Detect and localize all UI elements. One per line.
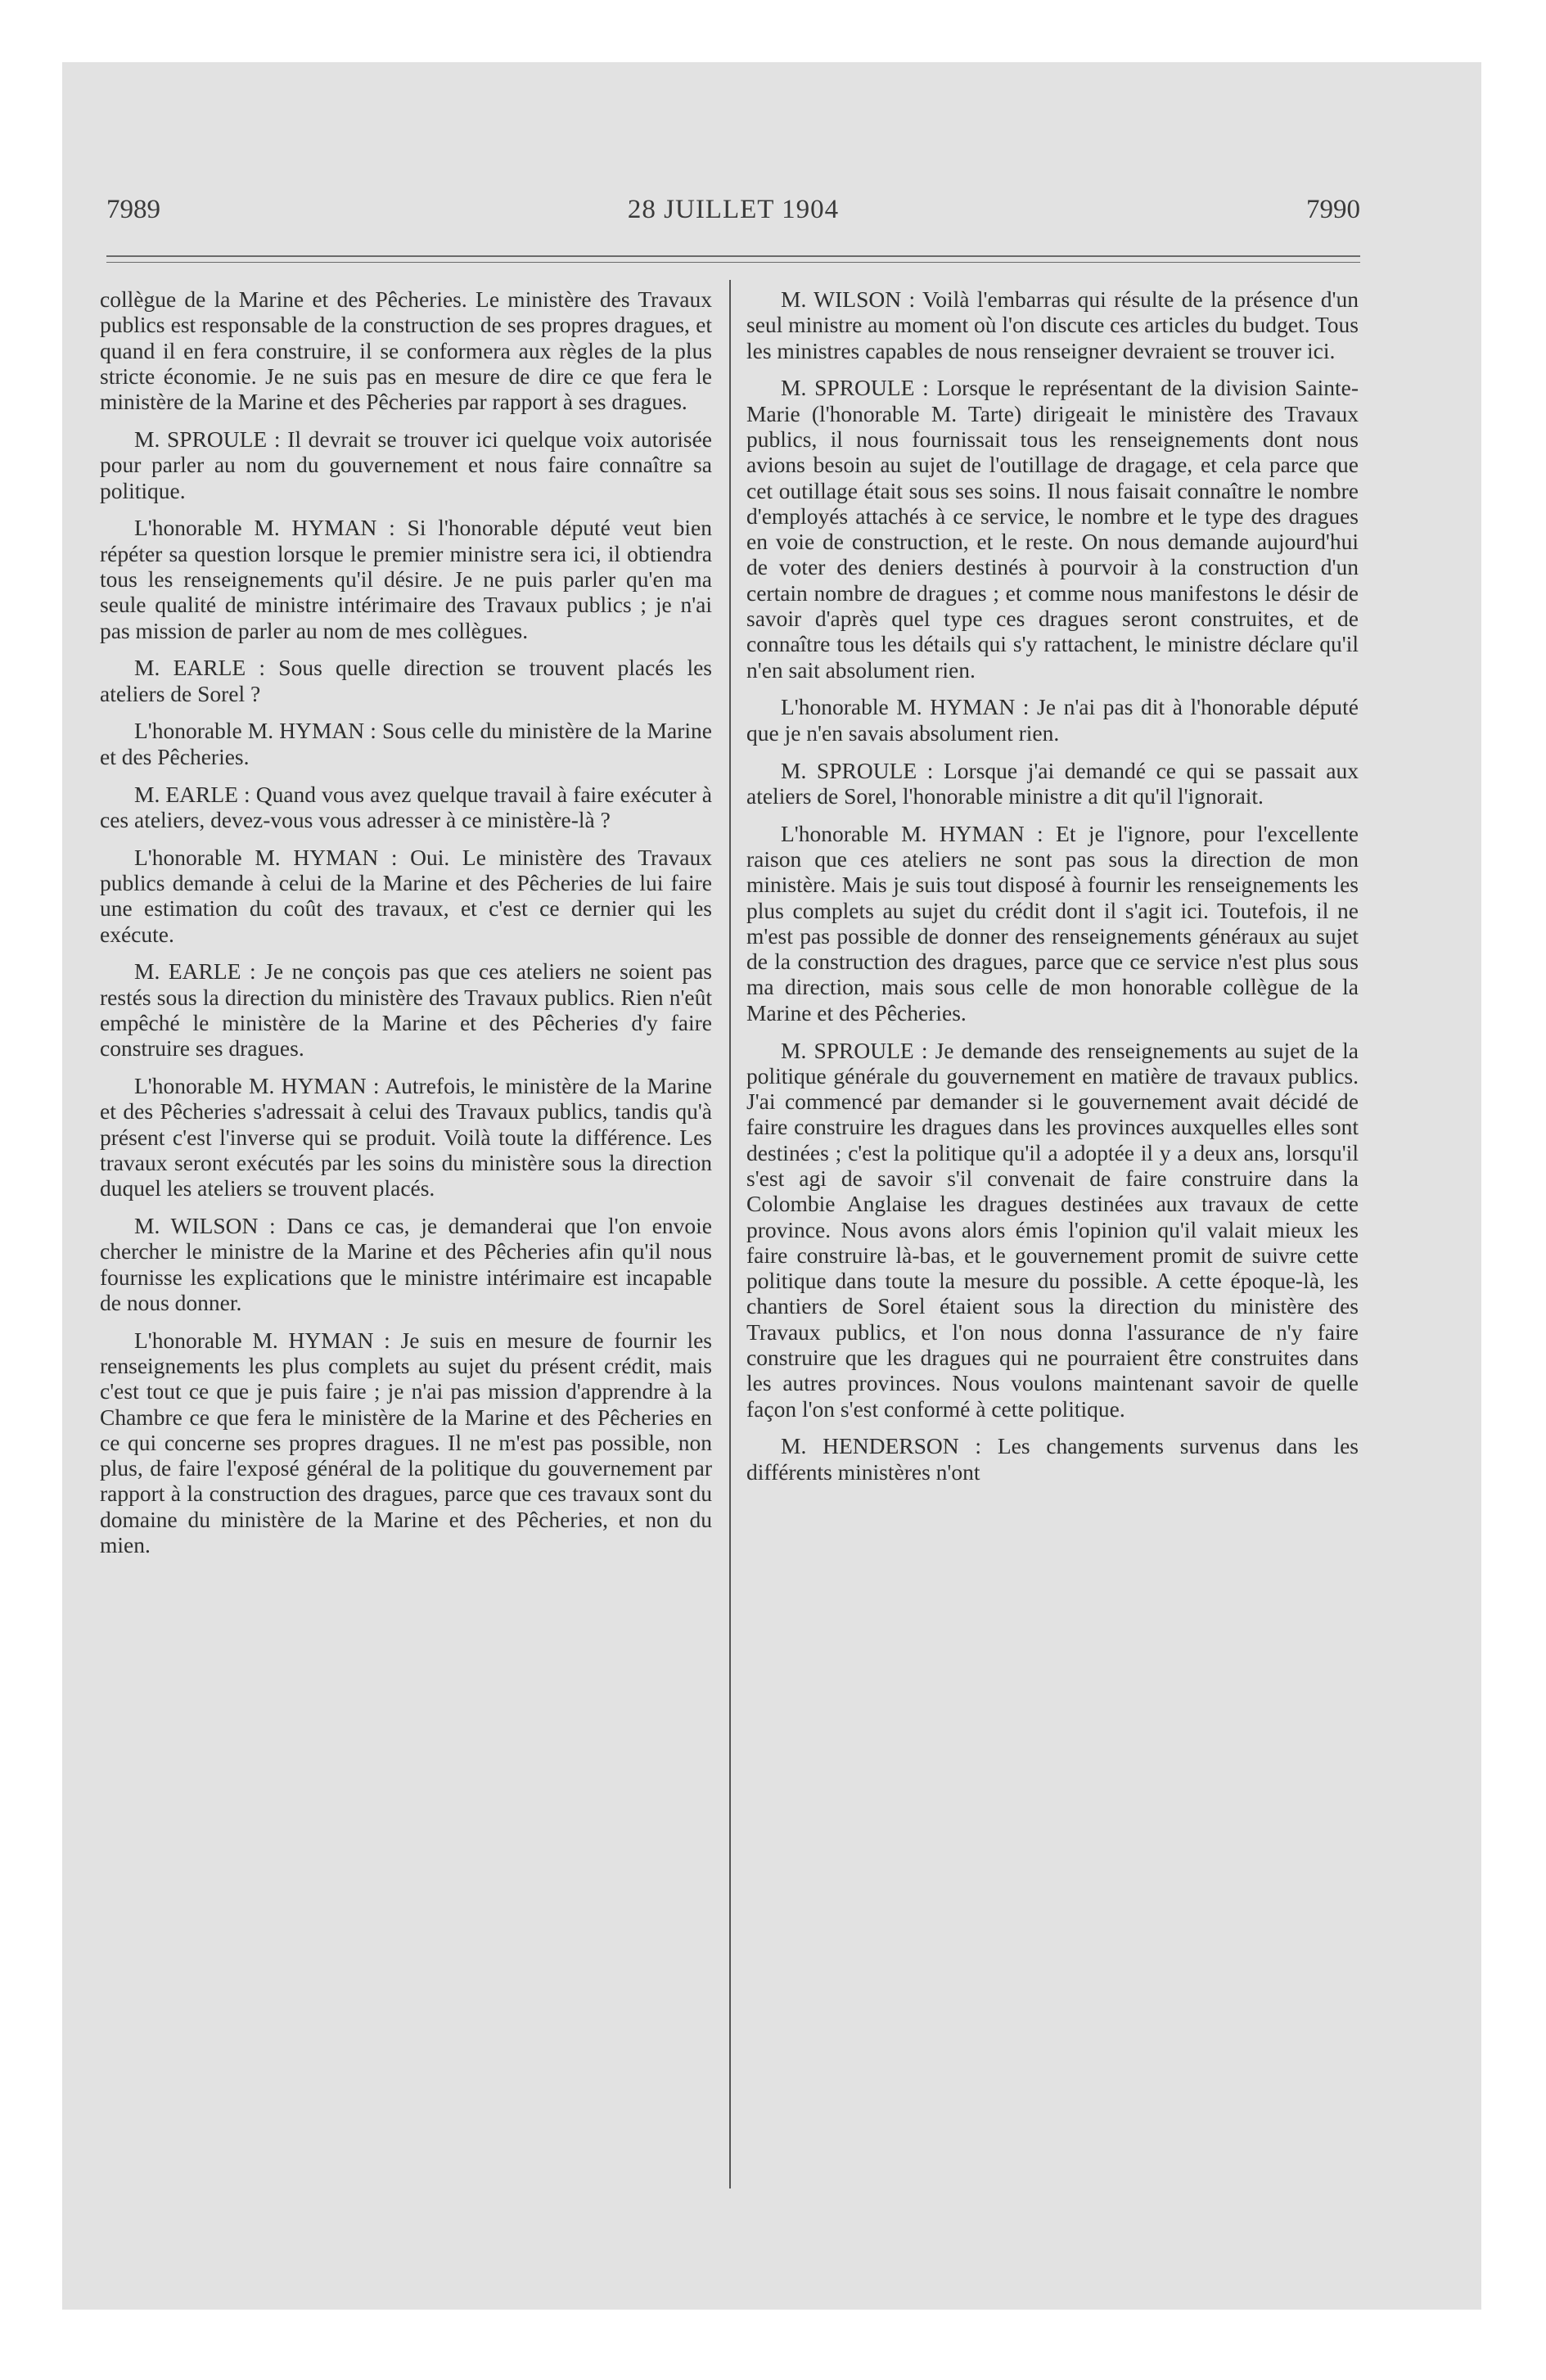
paragraph: M. SPROULE : Lorsque le représentant de la division Sainte-Marie (l'honorable M. Tarte) dirigeait le ministère des Travaux publics, il nous fournissait tous les renseignements dont nous avions besoin au sujet de l'outillage de dragage, et cela parce que cet outillage était sous ses soins. Il nous faisait connaître le nombre d'employés attachés à ce service, le nombre et le type des dragues en voie de construction, et le reste. On nous demande aujourd'hui de voter des deniers destinés à pourvoir à la construction d'un certain nombre de dragues ; et comme nous manifestons le désir de savoir d'après quel type ces dragues seront construites, et de connaître tous les détails qui s'y rattachent, le ministre déclare qu'il n'en sait absolument rien. (746, 375, 1359, 683)
paragraph: L'honorable M. HYMAN : Si l'honorable député veut bien répéter sa question lorsque le premier ministre sera ici, il obtiendra tous les renseignements qu'il désire. Je ne puis parler qu'en ma seule qualité de ministre intérimaire des Travaux publics ; je n'ai pas mission de parler au nom de mes collègues. (100, 515, 712, 643)
header-date: 28 JUILLET 1904 (627, 195, 840, 224)
paragraph: L'honorable M. HYMAN : Et je l'ignore, pour l'excellente raison que ces ateliers ne sont pas sous la direction de mon ministère. Mais je suis tout disposé à fournir les renseignements les plus complets au sujet du crédit dont il s'agit ici. Toutefois, il ne m'est pas possible de donner des renseignements généraux au sujet de la construction des dragues, parce que ce service n'est plus sous ma direction, mais sous celle de mon honorable collègue de la Marine et des Pêcheries. (746, 820, 1359, 1025)
paragraph: M. EARLE : Sous quelle direction se trouvent placés les ateliers de Sorel ? (100, 655, 712, 706)
header-rule-thick (106, 255, 1360, 257)
paragraph: L'honorable M. HYMAN : Sous celle du ministère de la Marine et des Pêcheries. (100, 718, 712, 769)
page-number-right: 7990 (1306, 195, 1360, 224)
paragraph: M. HENDERSON : Les changements survenus dans les différents ministères n'ont (746, 1433, 1359, 1485)
paragraph: M. WILSON : Dans ce cas, je demanderai que l'on envoie chercher le ministre de la Marine et des Pêcheries afin qu'il nous fournisse les explications que le ministre intérimaire est incapable de nous donner. (100, 1213, 712, 1315)
column-divider (729, 280, 731, 2188)
paragraph: M. SPROULE : Je demande des renseignements au sujet de la politique générale du gouvernement en matière de travaux publics. J'ai commencé par demander si le gouvernement avait décidé de faire construire les dragues dans les provinces auxquelles elles sont destinées ; c'est la politique qu'il a adoptée il y a deux ans, lorsqu'il s'est agi de savoir s'il convenait de faire construire dans la Colombie Anglaise les dragues destinées aux travaux de cette province. Nous avons alors émis l'opinion qu'il valait mieux les faire construire là-bas, et le gouvernement promit de suivre cette politique dans toute la mesure du possible. A cette époque-là, les chantiers de Sorel étaient sous la direction du ministère des Travaux publics, et l'on nous donna l'assurance de n'y faire construire que les dragues qui ne pourraient être construites dans les autres provinces. Nous voulons maintenant savoir de quelle façon l'on s'est conformé à cette politique. (746, 1037, 1359, 1422)
paragraph: L'honorable M. HYMAN : Autrefois, le ministère de la Marine et des Pêcheries s'adressait à celui des Travaux publics, tandis qu'à présent c'est l'inverse qui se produit. Voilà toute la différence. Les travaux seront exécutés par les soins du ministère sous la direction duquel les ateliers se trouvent placés. (100, 1073, 712, 1201)
paragraph: L'honorable M. HYMAN : Je suis en mesure de fournir les renseignements les plus complets au sujet du présent crédit, mais c'est tout ce que je puis faire ; je n'ai pas mission d'apprendre à la Chambre ce que fera le ministère de la Marine et des Pêcheries en ce qui concerne ses propres dragues. Il ne m'est pas possible, non plus, de faire l'exposé général de la politique du gouvernement par rapport à la construction des dragues, parce que ces travaux sont du domaine du ministère de la Marine et des Pêcheries, et non du mien. (100, 1327, 712, 1558)
paragraph: M. EARLE : Quand vous avez quelque travail à faire exécuter à ces ateliers, devez-vous vous adresser à ce ministère-là ? (100, 781, 712, 832)
left-column (100, 286, 712, 1570)
paragraph: M. WILSON : Voilà l'embarras qui résulte de la présence d'un seul ministre au moment où l'on discute ces articles du budget. Tous les ministres capables de nous renseigner devraient se trouver ici. (746, 286, 1359, 363)
paragraph: L'honorable M. HYMAN : Je n'ai pas dit à l'honorable député que je n'en savais absolument rien. (746, 694, 1359, 746)
header-rule-thin (106, 262, 1360, 263)
right-column (746, 286, 1359, 1497)
paragraph: M. SPROULE : Lorsque j'ai demandé ce qui se passait aux ateliers de Sorel, l'honorable ministre a dit qu'il l'ignorait. (746, 757, 1359, 809)
page-header (106, 190, 1360, 231)
paragraph: M. EARLE : Je ne conçois pas que ces ateliers ne soient pas restés sous la direction du ministère des Travaux publics. Rien n'eût empêché le ministère de la Marine et des Pêcheries d'y faire construire ses dragues. (100, 958, 712, 1062)
page-number-left: 7989 (106, 195, 160, 224)
paragraph: L'honorable M. HYMAN : Oui. Le ministère des Travaux publics demande à celui de la Marine et des Pêcheries de lui faire une estimation du coût des travaux, et c'est ce dernier qui les exécute. (100, 844, 712, 947)
paragraph: M. SPROULE : Il devrait se trouver ici quelque voix autorisée pour parler au nom du gouvernement et nous faire connaître sa politique. (100, 426, 712, 503)
paragraph: collègue de la Marine et des Pêcheries. Le ministère des Travaux publics est responsable de la construction de ses propres dragues, et quand il en fera construire, il se conformera aux règles de la plus stricte économie. Je ne suis pas en mesure de dire ce que fera le ministère de la Marine et des Pêcheries par rapport à ses dragues. (100, 286, 712, 415)
